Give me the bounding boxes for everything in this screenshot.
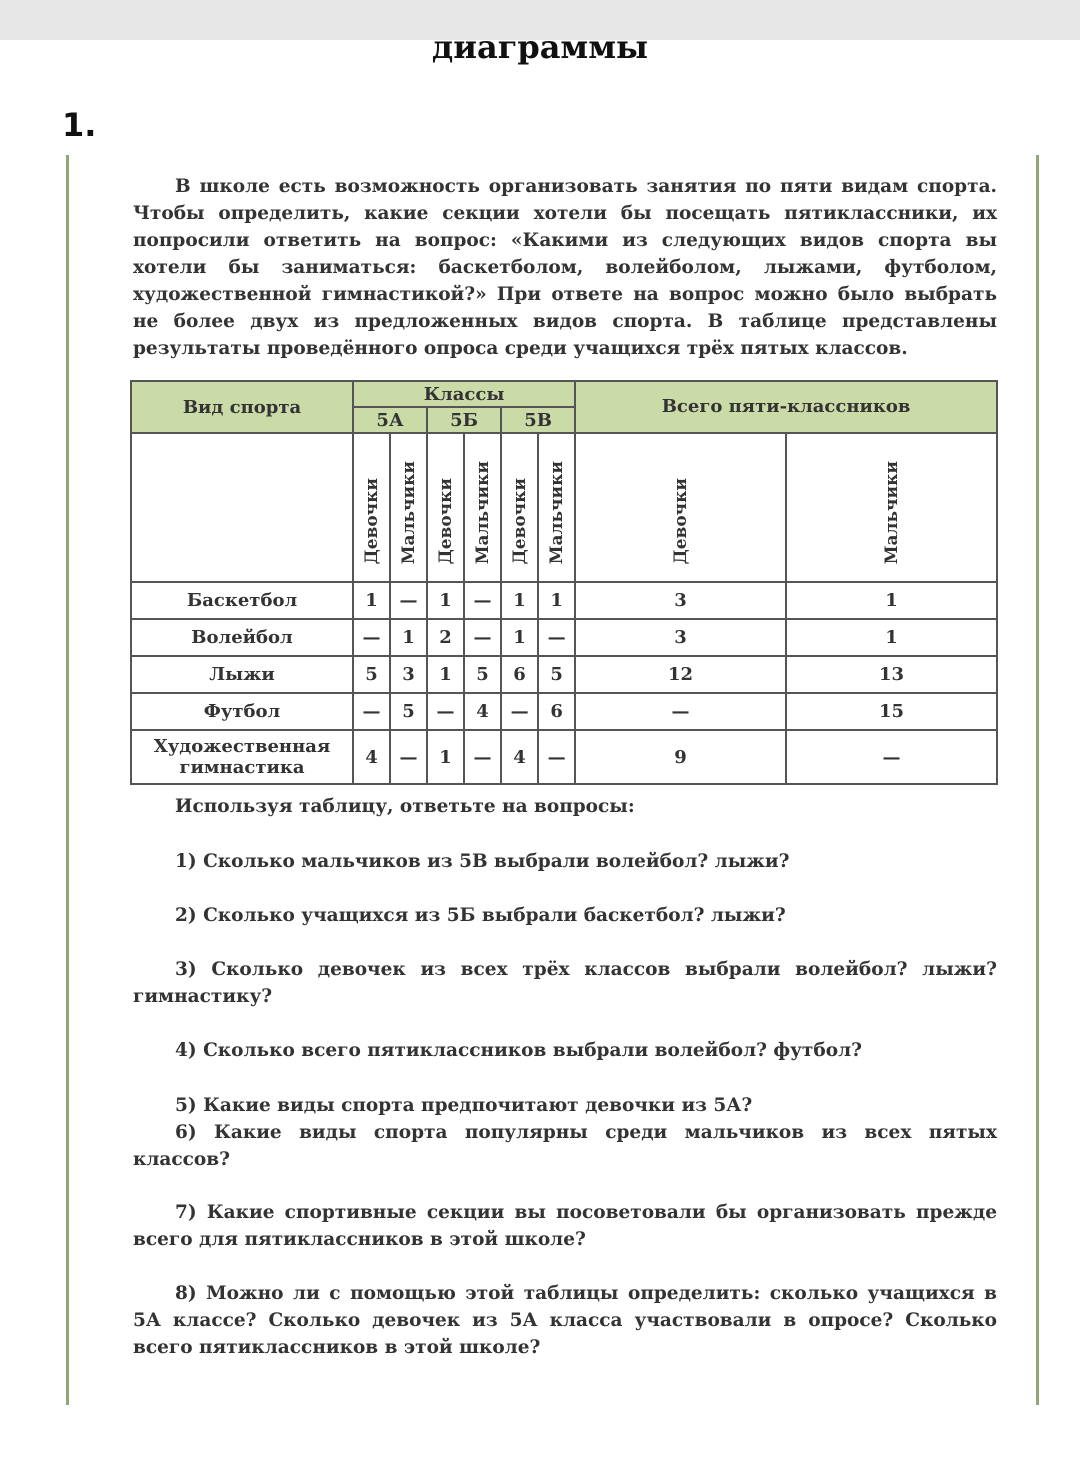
table-row	[131, 619, 997, 656]
sport-name: Художественная гимнастика	[131, 730, 353, 784]
table-cell: 5	[353, 656, 390, 693]
question-5: 5) Какие виды спорта предпочитают девочки из 5А?	[175, 1095, 753, 1116]
survey-table	[130, 380, 998, 785]
table-cell: 1	[538, 582, 575, 619]
header-sport: Вид спорта	[131, 381, 353, 433]
table-cell: 1	[501, 619, 538, 656]
header-classes: Классы	[353, 381, 575, 407]
header-class: 5А	[353, 407, 427, 433]
table-cell: 2	[427, 619, 464, 656]
table-cell: 1	[501, 582, 538, 619]
header-class: 5В	[501, 407, 575, 433]
boys-label: Мальчики	[398, 460, 419, 564]
table-cell: 13	[786, 656, 997, 693]
question-4: 4) Сколько всего пятиклассников выбрали волейбол? футбол?	[175, 1040, 862, 1061]
girls-label: Девочки	[361, 477, 382, 564]
sport-name: Волейбол	[131, 619, 353, 656]
sport-name: Футбол	[131, 693, 353, 730]
table-cell: 3	[390, 656, 427, 693]
table-cell: 1	[390, 619, 427, 656]
table-cell: 3	[575, 582, 786, 619]
page-title: диаграммы	[431, 28, 649, 66]
question-2: 2) Сколько учащихся из 5Б выбрали баскетбол? лыжи?	[175, 905, 786, 926]
question-6: 6) Какие виды спорта популярны среди мальчиков из всех пятых классов?	[133, 1122, 997, 1170]
table-cell: 5	[390, 693, 427, 730]
table-cell: —	[501, 693, 538, 730]
right-border	[1036, 155, 1039, 1405]
table-cell: 1	[353, 582, 390, 619]
table-cell: 6	[501, 656, 538, 693]
table-row	[131, 730, 997, 784]
table-cell: —	[427, 693, 464, 730]
gender-header-row	[131, 433, 997, 582]
girls-label: Девочки	[670, 477, 691, 564]
table-cell: 1	[786, 619, 997, 656]
table-cell: —	[538, 619, 575, 656]
table-cell: 4	[353, 730, 390, 784]
table-cell: 5	[464, 656, 501, 693]
question-8: 8) Можно ли с помощью этой таблицы определить: сколько учащихся в 5А классе? Сколько девочек из 5А класса участвовали в опросе? Сколько всего пятиклассников в этой школе?	[133, 1283, 997, 1358]
table-cell: 4	[464, 693, 501, 730]
table-row	[131, 693, 997, 730]
question-1: 1) Сколько мальчиков из 5В выбрали волейбол? лыжи?	[175, 851, 790, 872]
sport-name: Баскетбол	[131, 582, 353, 619]
left-border	[66, 155, 69, 1405]
girls-label: Девочки	[509, 477, 530, 564]
table-cell: 5	[538, 656, 575, 693]
table-cell: 1	[427, 656, 464, 693]
boys-label: Мальчики	[546, 460, 567, 564]
table-cell: 6	[538, 693, 575, 730]
table-cell: —	[464, 730, 501, 784]
question-3: 3) Сколько девочек из всех трёх классов выбрали волейбол? лыжи? гимнастику?	[133, 959, 997, 1007]
table-cell: —	[464, 619, 501, 656]
question-7: 7) Какие спортивные секции вы посоветовали бы организовать прежде всего для пятиклассников в этой школе?	[133, 1202, 997, 1250]
table-cell: —	[353, 619, 390, 656]
table-cell: —	[390, 582, 427, 619]
header-total: Всего пяти-классников	[575, 381, 997, 433]
girls-label: Девочки	[435, 477, 456, 564]
sport-name: Лыжи	[131, 656, 353, 693]
table-cell: —	[538, 730, 575, 784]
table-cell: 9	[575, 730, 786, 784]
table-cell: 1	[427, 582, 464, 619]
table-cell: —	[464, 582, 501, 619]
table-cell: —	[390, 730, 427, 784]
table-row	[131, 656, 997, 693]
questions-prompt: Используя таблицу, ответьте на вопросы:	[175, 796, 635, 817]
table-cell: —	[575, 693, 786, 730]
header-class: 5Б	[427, 407, 501, 433]
table-cell: 4	[501, 730, 538, 784]
intro-text: В школе есть возможность организовать занятия по пяти видам спорта. Чтобы определить, какие секции хотели бы посещать пятиклассники, их попросили ответить на вопрос: «Какими из следующих видов спорта вы хотели бы заниматься: баскетболом, волейболом, лыжами, футболом, художественной гимнастикой?» При ответе на вопрос можно было выбрать не более двух из предложенных видов спорта. В таблице представлены результаты проведённого опроса среди учащихся трёх пятых классов.	[133, 176, 997, 359]
exercise-number: 1.	[62, 106, 97, 144]
table-cell: 3	[575, 619, 786, 656]
boys-label: Мальчики	[472, 460, 493, 564]
table-cell: 1	[786, 582, 997, 619]
boys-label: Мальчики	[881, 460, 902, 564]
table-cell: —	[353, 693, 390, 730]
table-cell: 15	[786, 693, 997, 730]
table-cell: 12	[575, 656, 786, 693]
table-row	[131, 582, 997, 619]
table-cell: 1	[427, 730, 464, 784]
table-cell: —	[786, 730, 997, 784]
